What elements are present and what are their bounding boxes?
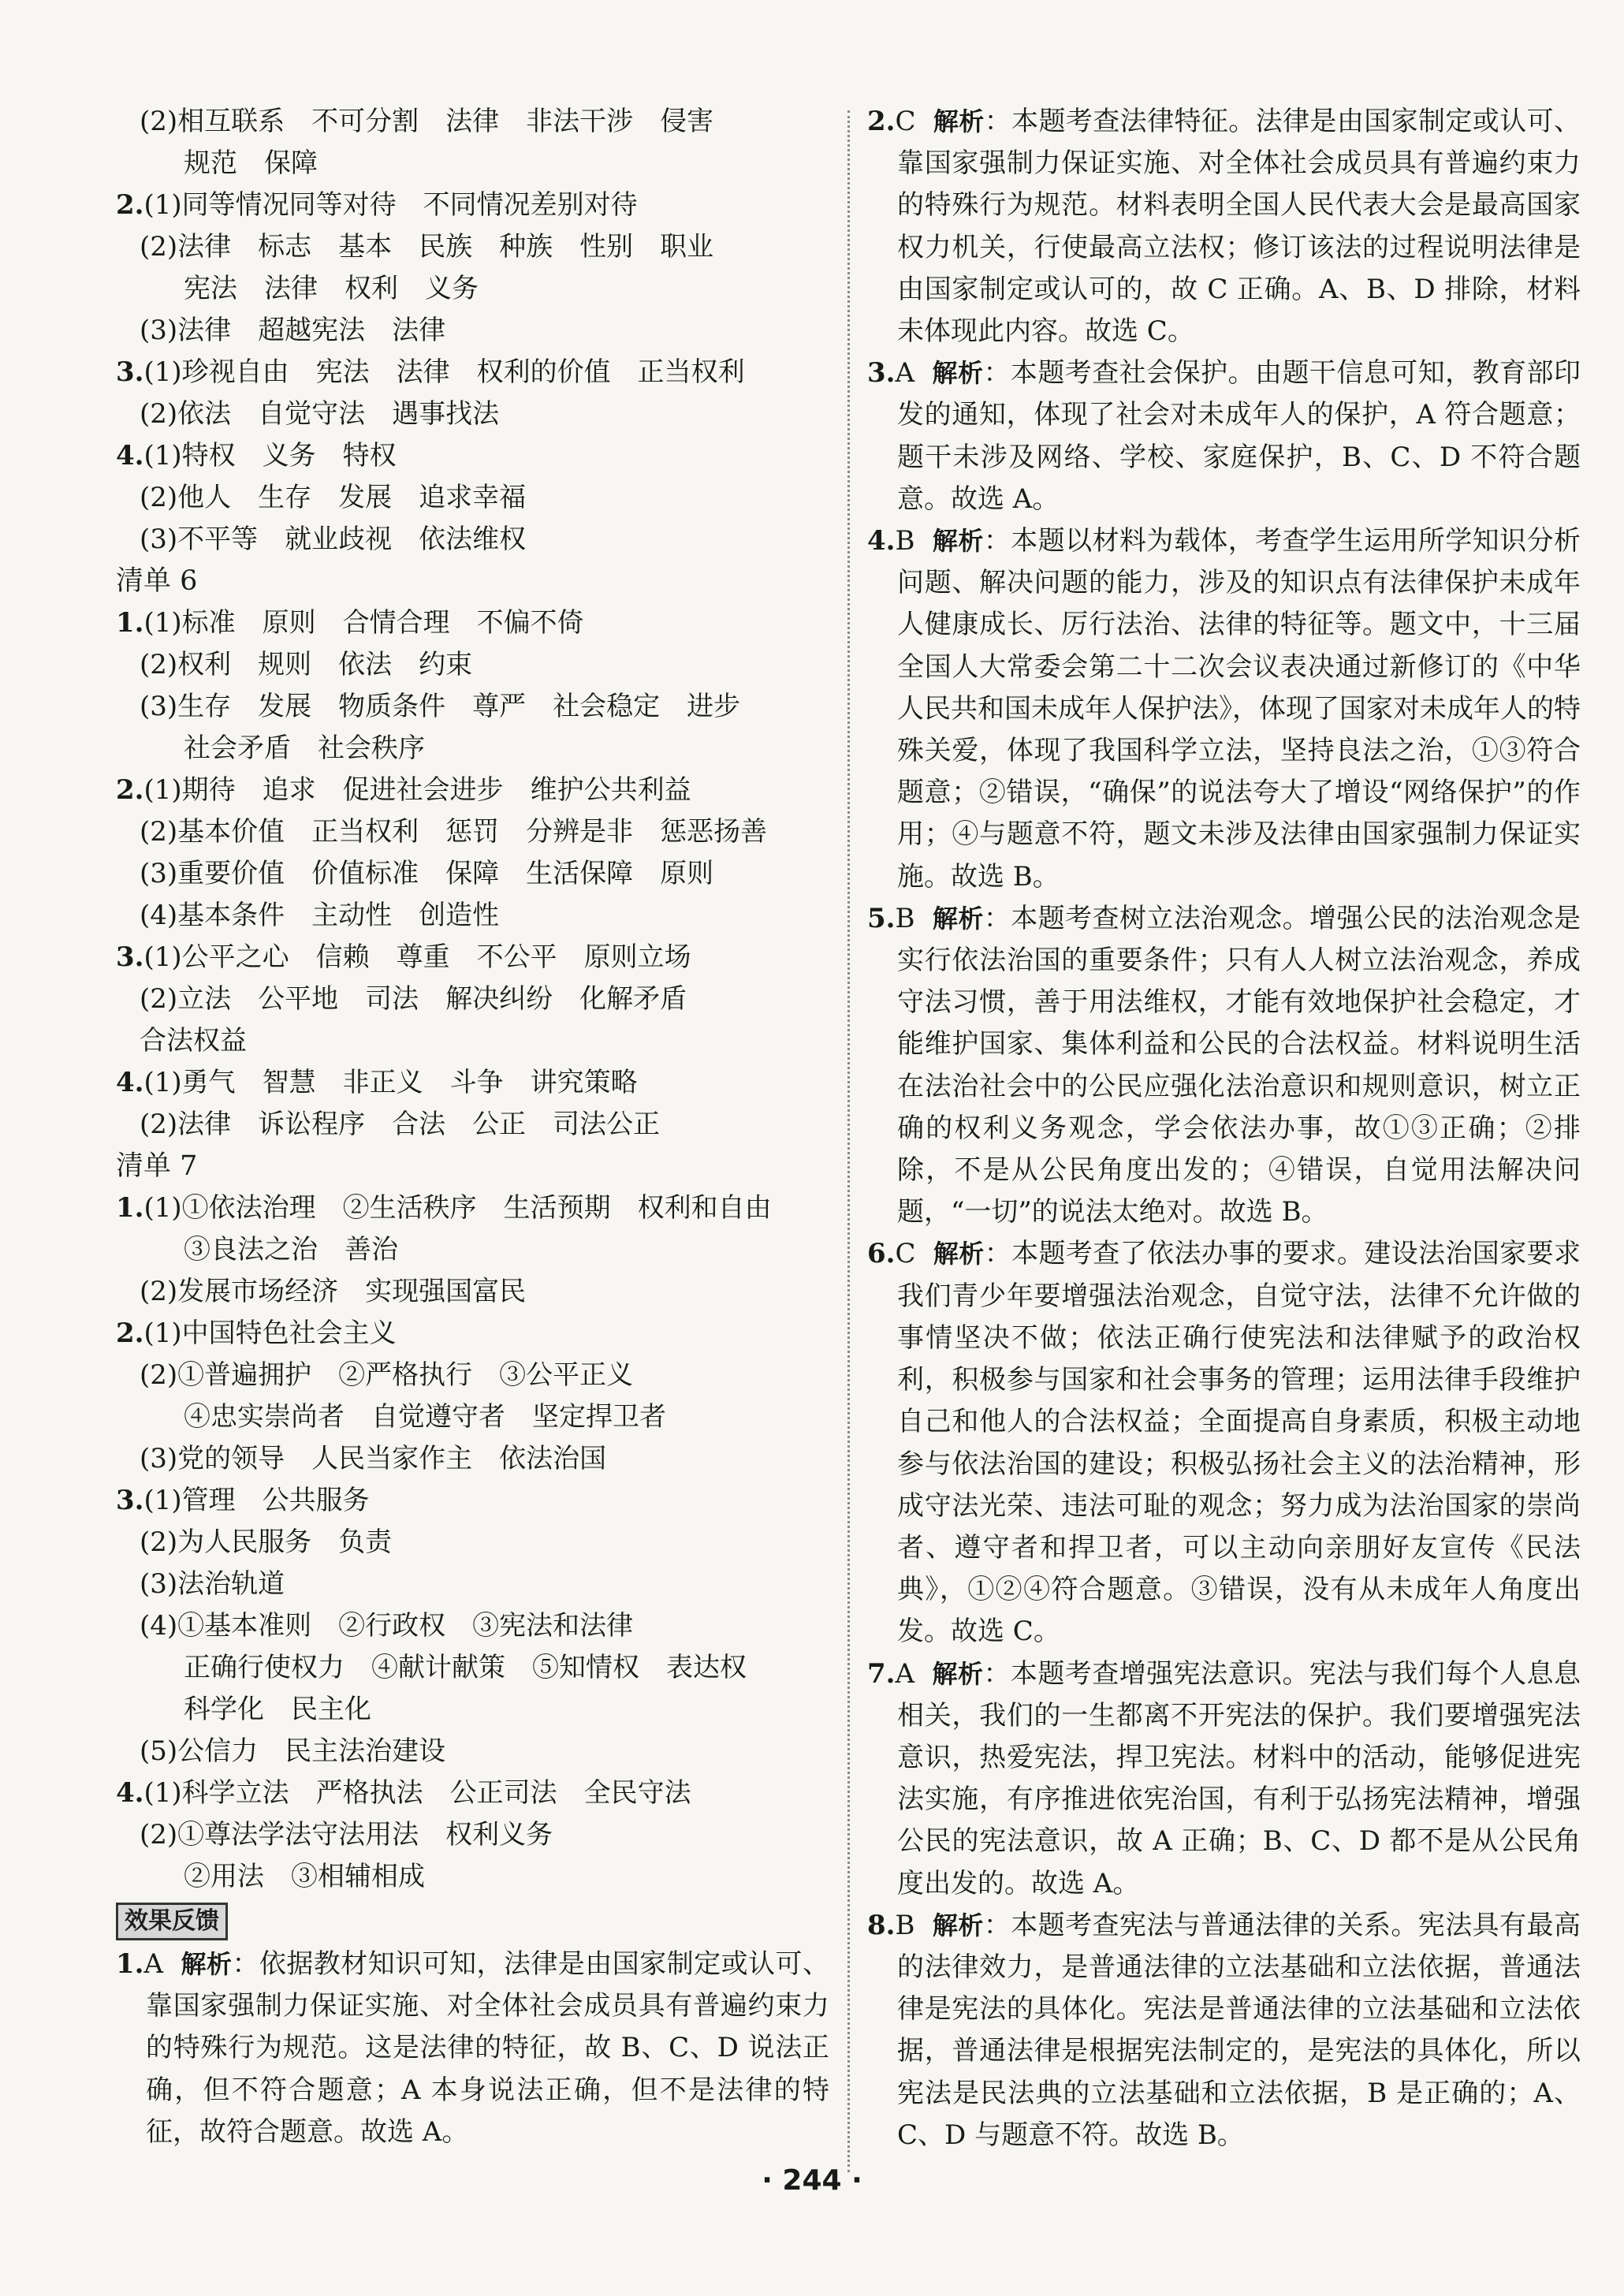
line-text: (2)他人 生存 发展 追求幸福 <box>140 482 527 513</box>
line-text: (5)公信力 民主法治建设 <box>140 1735 446 1767</box>
section-title <box>116 561 829 602</box>
line-text: (2)法律 标志 基本 民族 种族 性别 职业 <box>140 231 714 263</box>
answer-letter: B <box>895 902 915 934</box>
answer-line <box>116 937 829 978</box>
answer-line <box>116 1229 829 1271</box>
line-text: (1)勇气 智慧 非正义 斗争 讲究策略 <box>143 1067 638 1098</box>
answer-line <box>116 1355 829 1396</box>
question-number: 8. <box>867 1909 896 1941</box>
item-number: 4. <box>116 1067 144 1098</box>
explanation-text: ：本题考查宪法与普通法律的关系。宪法具有最高的法律效力，是普通法律的立法基础和立法依据，普通法律是宪法的具体化。宪法是普通法律的立法基础和立法依据，普通法律是根据宪法制定的，是宪法的具体化，所以宪法是民法典的立法基础和立法依据，B 是正确的；A、C、D 与题意不符。故选 B。 <box>897 1909 1581 2151</box>
line-text: (1)公平之心 信赖 尊重 不公平 原则立场 <box>143 941 691 973</box>
answer-line <box>116 895 829 937</box>
explanation-paragraph <box>867 352 1581 520</box>
explanation-text: ：本题考查增强宪法意识。宪法与我们每个人息息相关，我们的一生都离不开宪法的保护。我们要增强宪法意识，热爱宪法，捍卫宪法。材料中的活动，能够促进宪法实施，有序推进依宪治国，有利于弘扬宪法精神，增强公民的宪法意识，故 A 正确；B、C、D 都不是从公民角度出发的。故选 A。 <box>897 1657 1581 1899</box>
line-text: ④忠实崇尚者 自觉遵守者 坚定捍卫者 <box>184 1401 666 1433</box>
line-text: (2)法律 诉讼程序 合法 公正 司法公正 <box>140 1109 661 1140</box>
line-text: (2)①尊法学法守法用法 权利义务 <box>140 1819 553 1851</box>
line-text: 科学化 民主化 <box>184 1694 371 1725</box>
explanation-paragraph <box>867 1905 1581 2156</box>
line-text: (3)法治轨道 <box>140 1568 285 1600</box>
page-number: · 244 · <box>762 2164 862 2197</box>
analysis-label: 解析 <box>932 358 984 389</box>
line-text: (2)基本价值 正当权利 惩罚 分辨是非 惩恶扬善 <box>140 816 768 848</box>
explanation-paragraph <box>867 1233 1581 1653</box>
answer-line <box>116 143 829 184</box>
line-text: (1)中国特色社会主义 <box>143 1318 397 1349</box>
explanation-text: ：本题考查社会保护。由题干信息可知，教育部印发的通知，体现了社会对未成年人的保护，A 符合题意；题干未涉及网络、学校、家庭保护，B、C、D 不符合题意。故选 A。 <box>897 357 1581 515</box>
answer-line <box>116 644 829 686</box>
answer-letter: A <box>143 1948 164 1980</box>
explanation-paragraph <box>867 520 1581 898</box>
column-divider <box>847 110 850 2172</box>
answer-line <box>116 184 829 226</box>
answer-line <box>116 1313 829 1355</box>
explanation-text: ：本题以材料为载体，考查学生运用所学知识分析问题、解决问题的能力，涉及的知识点有法律保护未成年人健康成长、厉行法治、法律的特征等。题文中，十三届全国人大常委会第二十二次会议表决通过新修订的《中华人民共和国未成年人保护法》，体现了国家对未成年人的特殊关爱，体现了我国科学立法，坚持良法之治，①③符合题意；②错误，“确保”的说法夸大了增设“网络保护”的作用；④与题意不符，题文未涉及法律由国家强制力保证实施。故选 B。 <box>897 525 1581 893</box>
answer-letter: B <box>895 525 915 557</box>
answer-line <box>116 352 829 393</box>
answer-line <box>116 1020 829 1062</box>
answer-line <box>116 1438 829 1480</box>
line-text: (2)为人民服务 负责 <box>140 1526 393 1558</box>
line-text: (1)①依法治理 ②生活秩序 生活预期 权利和自由 <box>143 1192 772 1224</box>
item-number: 3. <box>116 356 144 388</box>
answer-line <box>116 1856 829 1898</box>
question-number: 6. <box>867 1238 896 1270</box>
line-text: (1)科学立法 严格执法 公正司法 全民守法 <box>143 1777 691 1809</box>
answer-line <box>116 268 829 310</box>
line-text: (2)依法 自觉守法 遇事找法 <box>140 398 500 430</box>
answer-line <box>116 1104 829 1146</box>
question-number: 5. <box>867 902 896 934</box>
section-label-feedback: 效果反馈 <box>116 1903 228 1940</box>
explanation-paragraph <box>867 898 1581 1234</box>
answer-letter: C <box>895 106 916 137</box>
answer-line <box>116 226 829 268</box>
analysis-label: 解析 <box>932 1658 984 1689</box>
answer-letter: A <box>895 357 915 390</box>
item-number: 4. <box>116 1777 144 1809</box>
answer-letter: C <box>895 1238 916 1270</box>
explanation-paragraph <box>116 1944 829 2153</box>
line-text: (2)立法 公平地 司法 解决纠纷 化解矛盾 <box>140 983 687 1015</box>
line-text: (3)生存 发展 物质条件 尊严 社会稳定 进步 <box>140 691 741 722</box>
answer-line <box>116 811 829 853</box>
line-text: 规范 保障 <box>184 147 318 179</box>
item-number: 2. <box>116 189 144 221</box>
item-number: 3. <box>116 941 144 973</box>
question-number: 2. <box>867 106 896 137</box>
answer-letter: A <box>895 1657 915 1690</box>
explanation-paragraph <box>867 101 1581 352</box>
item-number: 4. <box>116 440 144 472</box>
line-text: (1)特权 义务 特权 <box>143 440 397 472</box>
answer-line <box>116 1647 829 1689</box>
answer-line <box>116 519 829 561</box>
answer-line <box>116 770 829 811</box>
line-text: (1)期待 追求 促进社会进步 维护公共利益 <box>143 774 691 806</box>
line-text: 社会矛盾 社会秩序 <box>184 732 425 764</box>
item-number: 1. <box>116 607 144 639</box>
answer-line <box>116 1396 829 1438</box>
item-number: 1. <box>116 1192 144 1224</box>
analysis-label: 解析 <box>932 1910 984 1940</box>
answer-line <box>116 1605 829 1647</box>
answer-line <box>116 1062 829 1104</box>
answer-line <box>116 728 829 770</box>
item-number: 2. <box>116 774 144 806</box>
answer-line <box>116 1564 829 1605</box>
line-text: (2)①普遍拥护 ②严格执行 ③公平正义 <box>140 1359 634 1391</box>
line-text: ③良法之治 善治 <box>184 1234 398 1265</box>
answer-line <box>116 477 829 519</box>
answer-line <box>116 686 829 728</box>
answer-line <box>116 1772 829 1814</box>
analysis-label: 解析 <box>932 903 984 934</box>
answer-line <box>116 978 829 1020</box>
explanation-text: ：本题考查了依法办事的要求。建设法治国家要求我们青少年要增强法治观念，自觉守法，法律不允许做的事情坚决不做；依法正确行使宪法和法律赋予的政治权利，积极参与国家和社会事务的管理；运用法律手段维护自己和他人的合法权益；全面提高自身素质，积极主动地参与依法治国的建设；积极弘扬社会主义的法治精神，形成守法光荣、违法可耻的观念；努力成为法治国家的崇尚者、遵守者和捍卫者，可以主动向亲朋好友宣传《民法典》，①②④符合题意。③错误，没有从未成年人角度出发。故选 C。 <box>897 1238 1581 1648</box>
question-number: 7. <box>867 1657 896 1690</box>
answer-line <box>116 101 829 143</box>
answer-letter: B <box>895 1909 915 1941</box>
answer-line <box>116 1480 829 1522</box>
line-text: (2)发展市场经济 实现强国富民 <box>140 1276 527 1307</box>
line-text: (3)重要价值 价值标准 保障 生活保障 原则 <box>140 858 714 889</box>
line-text: (3)不平等 就业歧视 依法维权 <box>140 524 527 555</box>
line-text: (4)①基本准则 ②行政权 ③宪法和法律 <box>140 1610 634 1642</box>
line-text: (1)同等情况同等对待 不同情况差别对待 <box>143 189 638 221</box>
analysis-label: 解析 <box>181 1949 233 1979</box>
line-text: (4)基本条件 主动性 创造性 <box>140 900 500 931</box>
line-text: 宪法 法律 权利 义务 <box>184 273 479 304</box>
answer-line <box>116 1689 829 1731</box>
line-text: 清单 6 <box>116 565 198 597</box>
line-text: (3)党的领导 人民当家作主 依法治国 <box>140 1443 607 1474</box>
item-number: 3. <box>116 1485 144 1516</box>
answer-line <box>116 1522 829 1564</box>
line-text: 正确行使权力 ④献计献策 ⑤知情权 表达权 <box>184 1652 747 1683</box>
right-column <box>867 101 1581 2156</box>
explanation-text: ：本题考查法律特征。法律是由国家制定或认可、靠国家强制力保证实施、对全体社会成员具有普遍约束力的特殊行为规范。材料表明全国人民代表大会是最高国家权力机关，行使最高立法权；修订该法的过程说明法律是由国家制定或认可的，故 C 正确。A、B、D 排除，材料未体现此内容。故选 C。 <box>897 106 1581 348</box>
line-text: ②用法 ③相辅相成 <box>184 1861 425 1892</box>
explanation-text: ：本题考查树立法治观念。增强公民的法治观念是实行依法治国的重要条件；只有人人树立法治观念，养成守法习惯，善于用法维权，才能有效地保护社会稳定，才能维护国家、集体利益和公民的合法权益。材料说明生活在法治社会中的公民应强化法治意识和规则意识，树立正确的权利义务观念，学会依法办事，故①③正确；②排除，不是从公民角度出发的；④错误，自觉用法解决问题，“一切”的说法太绝对。故选 B。 <box>897 902 1581 1228</box>
analysis-label: 解析 <box>932 526 984 557</box>
line-text: (1)珍视自由 宪法 法律 权利的价值 正当权利 <box>143 356 745 388</box>
section-title <box>116 1146 829 1187</box>
line-text: 清单 7 <box>116 1150 198 1182</box>
left-column <box>116 101 829 2153</box>
line-text: 合法权益 <box>140 1025 247 1057</box>
line-text: (1)标准 原则 合情合理 不偏不倚 <box>143 607 584 639</box>
line-text: (3)法律 超越宪法 法律 <box>140 315 446 346</box>
answer-line <box>116 393 829 435</box>
question-number: 1. <box>116 1948 144 1980</box>
answer-line <box>116 1814 829 1856</box>
explanation-paragraph <box>867 1653 1581 1905</box>
question-number: 4. <box>867 525 896 557</box>
analysis-label: 解析 <box>933 1239 985 1269</box>
item-number: 2. <box>116 1318 144 1349</box>
answer-line <box>116 1271 829 1313</box>
answer-line <box>116 1187 829 1229</box>
line-text: (2)权利 规则 依法 约束 <box>140 649 473 680</box>
line-text: (2)相互联系 不可分割 法律 非法干涉 侵害 <box>140 106 714 137</box>
answer-line <box>116 1731 829 1772</box>
answer-line <box>116 310 829 352</box>
question-number: 3. <box>867 357 896 390</box>
line-text: (1)管理 公共服务 <box>143 1485 370 1516</box>
answer-line <box>116 853 829 895</box>
answer-line <box>116 602 829 644</box>
answer-line <box>116 435 829 477</box>
explanation-text: ：依据教材知识可知，法律是由国家制定或认可、靠国家强制力保证实施、对全体社会成员具有普遍约束力的特殊行为规范。这是法律的特征，故 B、C、D 说法正确，但不符合题意；A 本身说法正确，但不是法律的特征，故符合题意。故选 A。 <box>146 1948 829 2148</box>
analysis-label: 解析 <box>933 106 985 136</box>
